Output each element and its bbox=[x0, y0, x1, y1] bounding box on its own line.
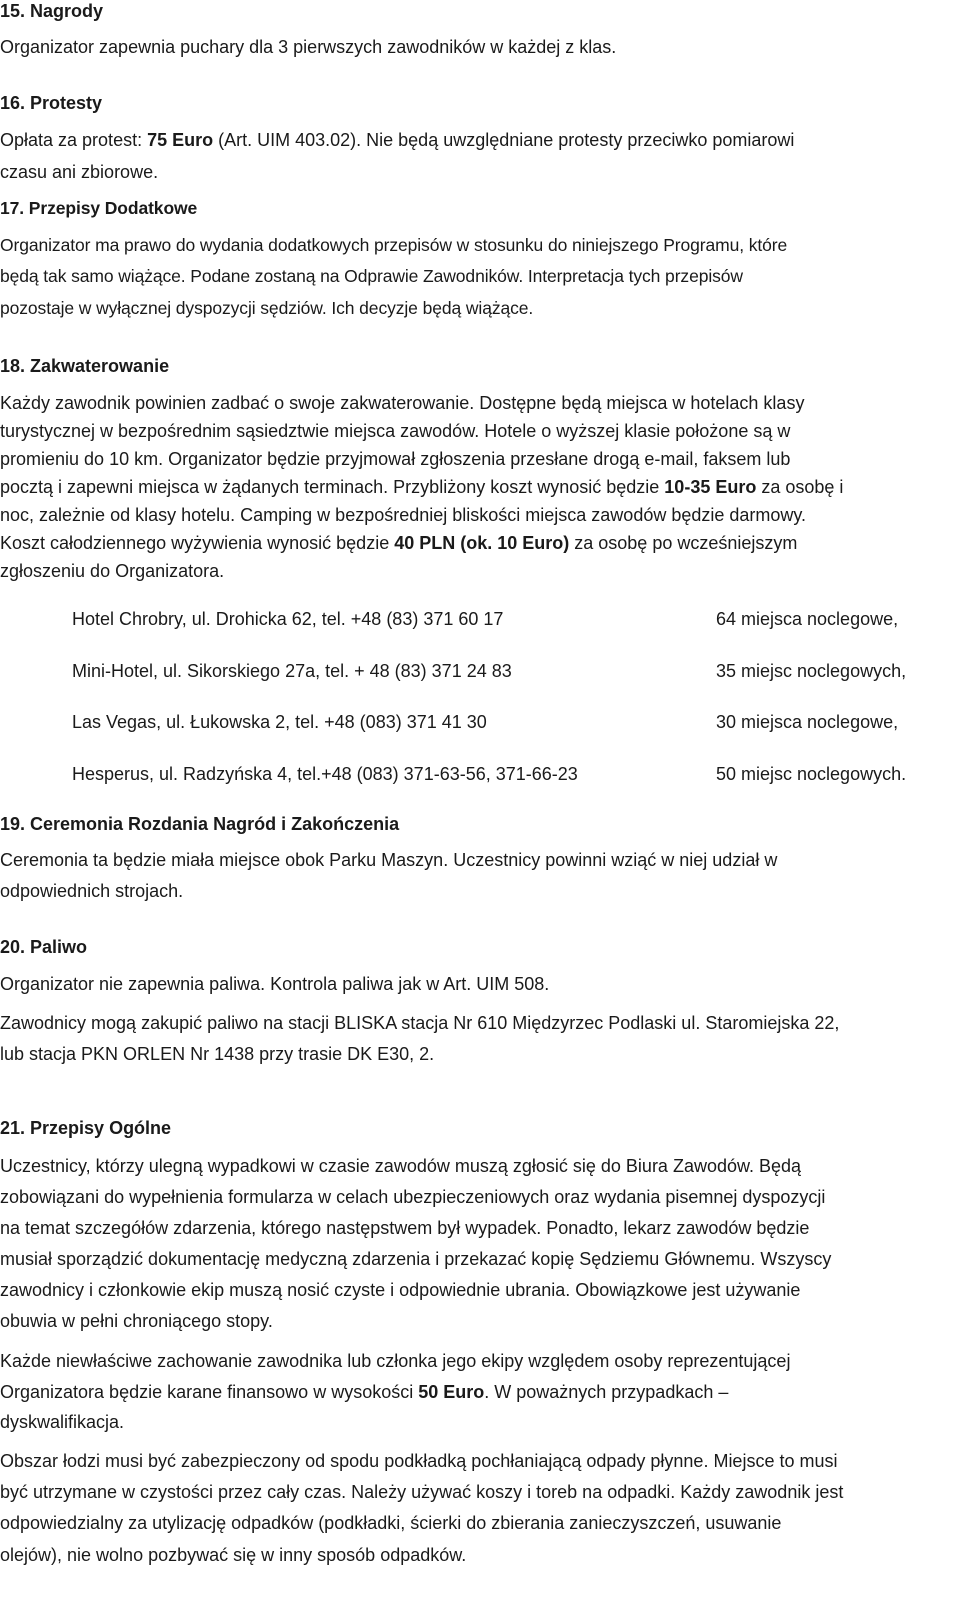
penalty-fee: 50 Euro bbox=[418, 1382, 485, 1402]
section-17-heading: 17. Przepisy Dodatkowe bbox=[0, 198, 198, 218]
section-18-line-6 bbox=[0, 534, 797, 552]
section-21-p3-line: Obszar łodzi musi być zabezpieczony od spodu podkładką pochłaniającą odpady płynne. Miejsce to musi bbox=[0, 1451, 838, 1471]
section-18-line-1: Każdy zawodnik powinien zadbać o swoje zakwaterowanie. Dostępne będą miejsca w hotelach klasy bbox=[0, 393, 805, 413]
section-21-p1-line: zawodnicy i członkowie ekip muszą nosić czyste i odpowiednie ubrania. Obowiązkowe jest używanie bbox=[0, 1280, 801, 1300]
section-17-line-2: będą tak samo wiążące. Podane zostaną na Odprawie Zawodników. Interpretacja tych przepisów bbox=[0, 266, 743, 286]
hotel-name: Hotel Chrobry, ul. Drohicka 62, tel. +48 (83) 371 60 17 bbox=[72, 609, 504, 629]
meal-cost: 40 PLN (ok. 10 Euro) bbox=[394, 533, 570, 553]
section-21-p1-line: na temat szczegółów zdarzenia, którego następstwem był wypadek. Ponadto, lekarz zawodów będzie bbox=[0, 1218, 810, 1238]
section-20-heading: 20. Paliwo bbox=[0, 937, 88, 957]
section-21-p2-line-3: dyskwalifikacja. bbox=[0, 1412, 125, 1432]
text-run: . W poważnych przypadkach – bbox=[484, 1382, 729, 1402]
hotel-name: Mini-Hotel, ul. Sikorskiego 27a, tel. + 48 (83) 371 24 83 bbox=[72, 661, 512, 681]
hotel-name: Las Vegas, ul. Łukowska 2, tel. +48 (083) 371 41 30 bbox=[72, 712, 487, 732]
section-21-heading: 21. Przepisy Ogólne bbox=[0, 1118, 172, 1138]
text-run: Organizatora będzie karane finansowo w wysokości bbox=[0, 1382, 419, 1402]
section-21-p1-line: musiał sporządzić dokumentację medyczną zdarzenia i przekazać kopię Sędziemu Głównemu. Wszyscy bbox=[0, 1249, 832, 1269]
section-19-line-1: Ceremonia ta będzie miała miejsce obok Parku Maszyn. Uczestnicy powinni wziąć w niej udział w bbox=[0, 850, 778, 870]
hotel-capacity: 30 miejsca noclegowe, bbox=[716, 712, 899, 732]
text-run: za osobę i bbox=[756, 477, 844, 497]
section-16-line-2: czasu ani zbiorowe. bbox=[0, 162, 159, 182]
section-15-heading: 15. Nagrody bbox=[0, 1, 104, 21]
section-18-line-7: zgłoszeniu do Organizatora. bbox=[0, 561, 225, 581]
text-run: pocztą i zapewni miejsca w żądanych terminach. Przybliżony koszt wynosić będzie bbox=[0, 477, 665, 497]
section-18-line-5: noc, zależnie od klasy hotelu. Camping w bezpośredniej bliskości miejsca zawodów będzie darmowy. bbox=[0, 505, 807, 525]
section-20-line-1: Organizator nie zapewnia paliwa. Kontrola paliwa jak w Art. UIM 508. bbox=[0, 974, 550, 994]
section-21-p1-line: obuwia w pełni chroniącego stopy. bbox=[0, 1311, 273, 1331]
section-20-line-2: Zawodnicy mogą zakupić paliwo na stacji BLISKA stacja Nr 610 Międzyrzec Podlaski ul. Staromiejska 22, bbox=[0, 1013, 840, 1033]
section-21-p3-line: odpowiedzialny za utylizację odpadków (podkładki, ścierki do zbierania zanieczyszczeń, usuwanie bbox=[0, 1513, 782, 1533]
section-21-p3-line: olejów), nie wolno pozbywać się w inny sposób odpadków. bbox=[0, 1545, 467, 1565]
section-21-p3-line: być utrzymane w czystości przez cały czas. Należy używać koszy i toreb na odpadki. Każdy zawodnik jest bbox=[0, 1482, 844, 1502]
section-17-line-1: Organizator ma prawo do wydania dodatkowych przepisów w stosunku do niniejszego Programu, które bbox=[0, 235, 788, 255]
text-run: (Art. UIM 403.02). Nie będą uwzględniane protesty przeciwko pomiarowi bbox=[213, 130, 795, 150]
text-run: Koszt całodziennego wyżywienia wynosić będzie bbox=[0, 533, 395, 553]
section-21-p1-line: zobowiązani do wypełnienia formularza w celach ubezpieczeniowych oraz wydania pisemnej dyspozycji bbox=[0, 1187, 826, 1207]
section-15-text: Organizator zapewnia puchary dla 3 pierwszych zawodników w każdej z klas. bbox=[0, 37, 617, 57]
section-20-line-3: lub stacja PKN ORLEN Nr 1438 przy trasie DK E30, 2. bbox=[0, 1044, 435, 1064]
section-19-line-2: odpowiednich strojach. bbox=[0, 881, 184, 901]
text-run: Opłata za protest: bbox=[0, 130, 148, 150]
hotel-name: Hesperus, ul. Radzyńska 4, tel.+48 (083) 371-63-56, 371-66-23 bbox=[72, 764, 578, 784]
hotel-cost: 10-35 Euro bbox=[664, 477, 757, 497]
text-run: za osobę po wcześniejszym bbox=[569, 533, 798, 553]
section-18-heading: 18. Zakwaterowanie bbox=[0, 356, 170, 376]
section-21-p2-line-2 bbox=[0, 1383, 728, 1401]
section-18-line-4 bbox=[0, 478, 843, 496]
section-21-p1-line: Uczestnicy, którzy ulegną wypadkowi w czasie zawodów muszą zgłosić się do Biura Zawodów. Będą bbox=[0, 1156, 802, 1176]
section-21-p2-line-1: Każde niewłaściwe zachowanie zawodnika lub członka jego ekipy względem osoby reprezentującej bbox=[0, 1351, 791, 1371]
hotel-capacity: 50 miejsc noclegowych. bbox=[716, 764, 907, 784]
section-17-line-3: pozostaje w wyłącznej dyspozycji sędziów. Ich decyzje będą wiążące. bbox=[0, 298, 534, 318]
protest-fee: 75 Euro bbox=[147, 130, 214, 150]
section-19-heading: 19. Ceremonia Rozdania Nagród i Zakończenia bbox=[0, 814, 400, 834]
section-16-line-1 bbox=[0, 131, 794, 149]
section-16-heading: 16. Protesty bbox=[0, 93, 103, 113]
hotel-capacity: 35 miejsc noclegowych, bbox=[716, 661, 907, 681]
hotel-capacity: 64 miejsca noclegowe, bbox=[716, 609, 899, 629]
section-18-line-2: turystycznej w bezpośrednim sąsiedztwie miejsca zawodów. Hotele o wyższej klasie położone są w bbox=[0, 421, 791, 441]
section-18-line-3: promieniu do 10 km. Organizator będzie przyjmował zgłoszenia przesłane drogą e-mail, faksem lub bbox=[0, 449, 791, 469]
